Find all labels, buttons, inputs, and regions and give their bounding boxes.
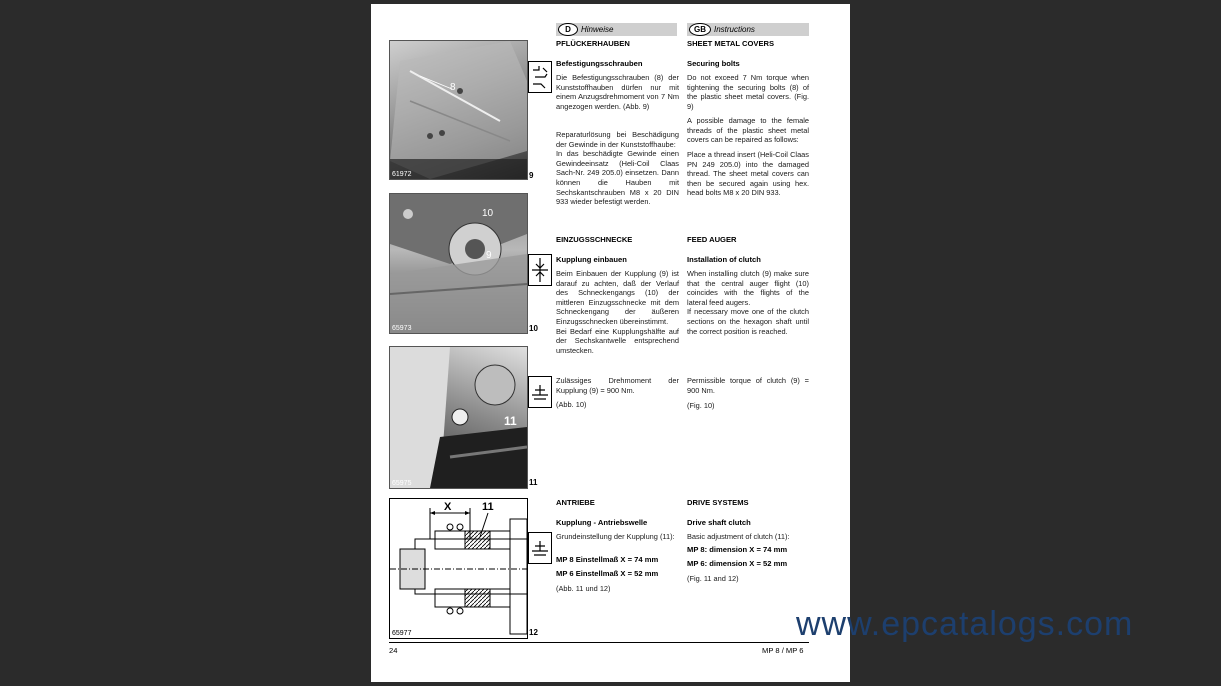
- wrench-cover-icon: [528, 61, 552, 93]
- subsection-title-en: Drive shaft clutch: [687, 518, 751, 527]
- german-column-header: [556, 23, 677, 36]
- paragraph-en: (Fig. 10): [687, 401, 715, 410]
- figure-10-drawing: [390, 194, 527, 333]
- paragraph-en: Permissible torque of clutch (9) = 900 Nm.: [687, 376, 809, 395]
- language-badge-de: D: [558, 23, 578, 36]
- paragraph-de: Beim Einbauen der Kupplung (9) ist darauf zu achten, daß der Verlauf des Schneckengangs (10) der mittleren Einzugsschnecke mit dem Schneckengang der äußeren Einzugsschnecken übereinstimmt. Bei Bedarf eine Kupplungshälfte auf der Sechskantwelle entsprechend umstecken.: [556, 269, 679, 355]
- figure-11-photo: [389, 346, 528, 489]
- torque-icon: [528, 376, 552, 408]
- english-column-header: [687, 23, 809, 36]
- figure-9-drawing: [390, 41, 527, 179]
- paragraph-en: (Fig. 11 and 12): [687, 574, 739, 583]
- subsection-title-de: Kupplung - Antriebswelle: [556, 518, 648, 527]
- model-label: MP 8 / MP 6: [762, 646, 804, 655]
- setting-mp6-de: MP 6 Einstellmaß X = 52 mm: [556, 569, 659, 578]
- paragraph-de: (Abb. 10): [556, 400, 587, 409]
- figure-10-number: 10: [529, 324, 538, 333]
- figure-9-code: 61972: [392, 171, 412, 178]
- setting-mp6-en: MP 6: dimension X = 52 mm: [687, 559, 788, 568]
- subsection-title-de: Befestigungsschrauben: [556, 59, 643, 68]
- setting-mp8-en: MP 8: dimension X = 74 mm: [687, 545, 788, 554]
- auger-clutch-icon: [528, 254, 552, 286]
- figure-12-drawing-frame: [389, 498, 528, 639]
- torque-icon: [528, 532, 552, 564]
- paragraph-en: When installing clutch (9) make sure that the central auger flight (10) coincides with the flights of the lateral feed augers. If necessary move one of the clutch sections on the hexagon shaft until the correct position is reached.: [687, 269, 809, 336]
- footer-rule: [389, 642, 809, 643]
- section-title-de: PFLÜCKERHAUBEN: [556, 39, 630, 48]
- paragraph-de: Zulässiges Drehmoment der Kupplung (9) = 900 Nm.: [556, 376, 679, 395]
- section-title-en: FEED AUGER: [687, 235, 737, 244]
- language-badge-en: GB: [689, 23, 711, 36]
- page-number: 24: [389, 646, 398, 655]
- watermark-text: www.epcatalogs.com: [796, 605, 1134, 643]
- figure-9-photo: [389, 40, 528, 180]
- paragraph-en: Do not exceed 7 Nm torque when tightening the securing bolts (8) of the plastic sheet metal covers. (Fig. 9): [687, 73, 809, 111]
- subsection-title-en: Securing bolts: [687, 59, 740, 68]
- figure-12-drawing: [390, 499, 527, 638]
- section-title-de: ANTRIEBE: [556, 498, 595, 507]
- paragraph-de: Grundeinstellung der Kupplung (11):: [556, 532, 675, 541]
- setting-mp8-de: MP 8 Einstellmaß X = 74 mm: [556, 555, 659, 564]
- paragraph-en: Place a thread insert (Heli-Coil Claas PN 249 205.0) into the damaged thread. The sheet metal covers can then be secured again using hex. head bolts M8 x 20 DIN 933.: [687, 150, 809, 198]
- figure-12-code: 65977: [392, 630, 412, 637]
- fig9-callout: 8: [450, 82, 456, 93]
- section-title-en: DRIVE SYSTEMS: [687, 498, 749, 507]
- figure-10-photo: [389, 193, 528, 334]
- fig12-dim-x: X: [444, 501, 452, 513]
- paragraph-de: Reparaturlösung bei Beschädigung der Gewinde in der Kunststoffhaube: In das beschädigte Gewinde einen Gewindeeinsatz (Heli-Coil Claas Sach-Nr. 249 205.0) einsetzen. Dann können die Hauben mit Sechskantschrauben M8 x 20 DIN 933 wieder befestigt werden.: [556, 130, 679, 207]
- subsection-title-de: Kupplung einbauen: [556, 255, 627, 264]
- fig10-callout-a: 10: [482, 208, 494, 219]
- figure-9-number: 9: [529, 171, 534, 180]
- paragraph-de: Die Befestigungsschrauben (8) der Kunststoffhauben dürfen nur mit einem Anzugsdrehmoment von 7 Nm angezogen werden. (Abb. 9): [556, 73, 679, 111]
- german-header-title: Hinweise: [581, 25, 614, 34]
- section-title-en: SHEET METAL COVERS: [687, 39, 775, 48]
- paragraph-de: (Abb. 11 und 12): [556, 584, 611, 593]
- fig10-callout-b: 9: [486, 250, 492, 261]
- paragraph-en: A possible damage to the female threads of the plastic sheet metal covers can be repaired as follows:: [687, 116, 809, 145]
- section-title-de: EINZUGSSCHNECKE: [556, 235, 633, 244]
- fig11-callout: 11: [504, 414, 517, 428]
- figure-11-number: 11: [529, 478, 538, 487]
- figure-12-number: 12: [529, 628, 538, 637]
- manual-page: [371, 4, 850, 682]
- subsection-title-en: Installation of clutch: [687, 255, 761, 264]
- figure-10-code: 65973: [392, 325, 412, 332]
- paragraph-en: Basic adjustment of clutch (11):: [687, 532, 790, 541]
- figure-11-code: 65975: [392, 480, 412, 487]
- fig12-callout: 11: [482, 501, 494, 513]
- english-header-title: Instructions: [714, 25, 755, 34]
